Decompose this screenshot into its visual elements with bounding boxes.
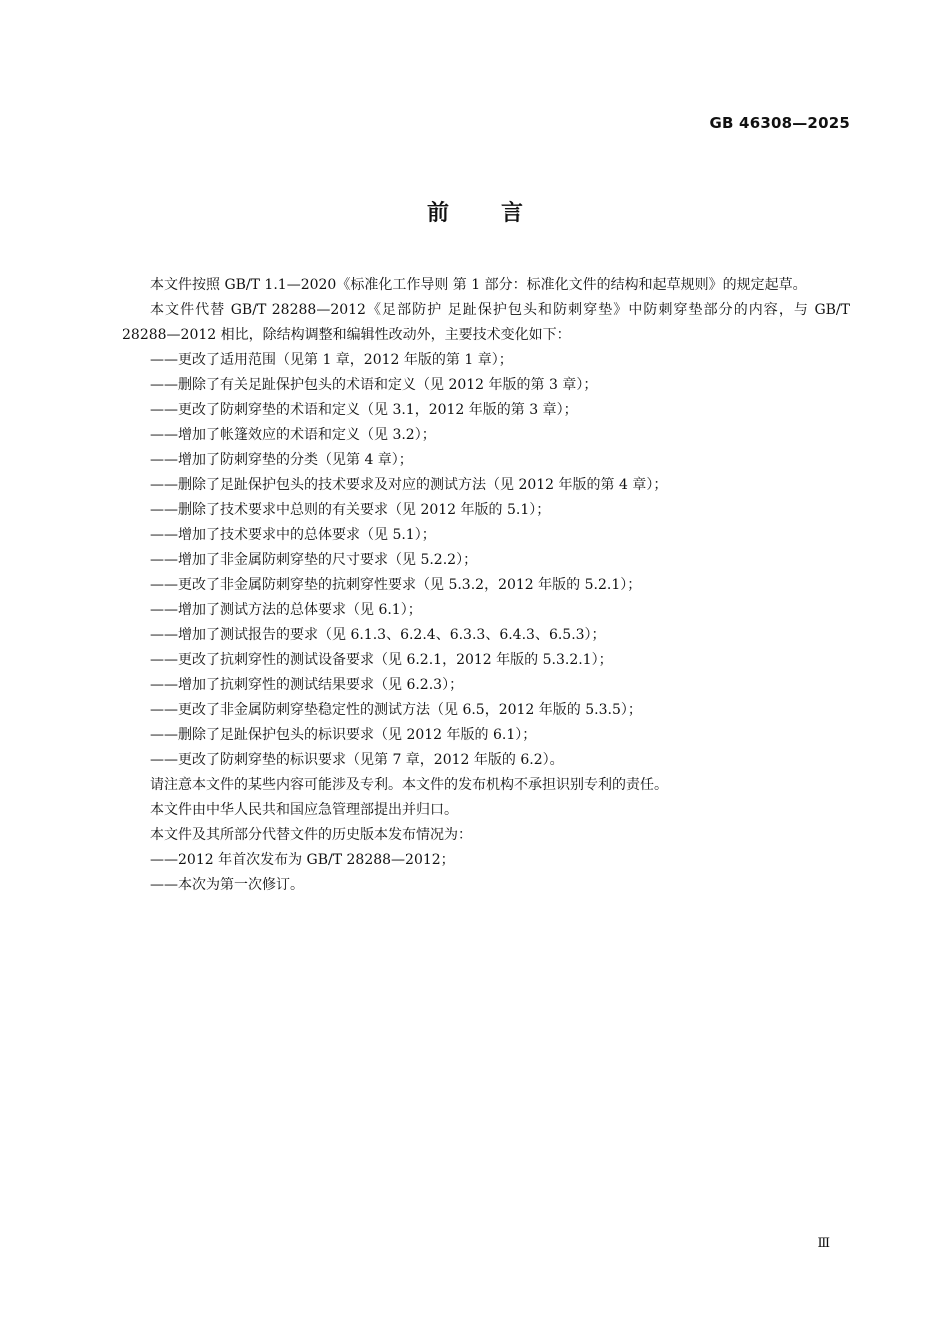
list-item: ——本次为第一次修订。 — [150, 877, 304, 893]
intro-paragraph-2: 本文件代替 GB/T 28288—2012《足部防护 足趾保护包头和防刺穿垫》中防刺穿垫部分的内容，与 GB/T 28288—2012 相比，除结构调整和编辑性改动外，主要技术变化如下： — [122, 302, 850, 343]
proposer-statement: 本文件由中华人民共和国应急管理部提出并归口。 — [150, 802, 458, 818]
technical-changes-list — [122, 348, 850, 773]
list-item: ——增加了非金属防刺穿垫的尺寸要求（见 5.2.2）； — [150, 552, 478, 568]
list-item: ——删除了技术要求中总则的有关要求（见 2012 年版的 5.1）； — [150, 502, 551, 518]
list-item: ——增加了测试报告的要求（见 6.1.3、6.2.4、6.3.3、6.4.3、6.5.3）； — [150, 627, 606, 643]
patent-notice: 请注意本文件的某些内容可能涉及专利。本文件的发布机构不承担识别专利的责任。 — [150, 777, 668, 793]
page-number: Ⅲ — [817, 1236, 830, 1251]
list-item: ——增加了抗刺穿性的测试结果要求（见 6.2.3）； — [150, 677, 464, 693]
list-item: ——删除了足趾保护包头的技术要求及对应的测试方法（见 2012 年版的第 4 章）； — [150, 477, 668, 493]
version-history-list — [122, 848, 850, 898]
list-item: ——删除了足趾保护包头的标识要求（见 2012 年版的 6.1）； — [150, 727, 537, 743]
list-item: ——更改了防刺穿垫的术语和定义（见 3.1，2012 年版的第 3 章）； — [150, 402, 578, 418]
list-item: ——更改了非金属防刺穿垫的抗刺穿性要求（见 5.3.2，2012 年版的 5.2.1）； — [150, 577, 642, 593]
list-item: ——增加了测试方法的总体要求（见 6.1）； — [150, 602, 422, 618]
list-item: ——更改了防刺穿垫的标识要求（见第 7 章，2012 年版的 6.2）。 — [150, 752, 564, 768]
list-item: ——更改了抗刺穿性的测试设备要求（见 6.2.1，2012 年版的 5.3.2.1）； — [150, 652, 613, 668]
intro-paragraph-1: 本文件按照 GB/T 1.1—2020《标准化工作导则 第 1 部分：标准化文件的结构和起草规则》的规定起草。 — [150, 277, 807, 293]
page-title: 前言 — [426, 201, 575, 226]
list-item: ——更改了适用范围（见第 1 章，2012 年版的第 1 章）； — [150, 352, 513, 368]
document-number: GB 46308—2025 — [709, 114, 850, 132]
list-item: ——增加了防刺穿垫的分类（见第 4 章）； — [150, 452, 413, 468]
list-item: ——增加了帐篷效应的术语和定义（见 3.2）； — [150, 427, 436, 443]
list-item: ——增加了技术要求中的总体要求（见 5.1）； — [150, 527, 436, 543]
list-item: ——删除了有关足趾保护包头的术语和定义（见 2012 年版的第 3 章）； — [150, 377, 598, 393]
history-intro: 本文件及其所部分代替文件的历史版本发布情况为： — [150, 827, 472, 843]
list-item: ——2012 年首次发布为 GB/T 28288—2012； — [150, 852, 455, 868]
list-item: ——更改了非金属防刺穿垫稳定性的测试方法（见 6.5，2012 年版的 5.3.5）； — [150, 702, 642, 718]
document-body — [122, 273, 850, 898]
